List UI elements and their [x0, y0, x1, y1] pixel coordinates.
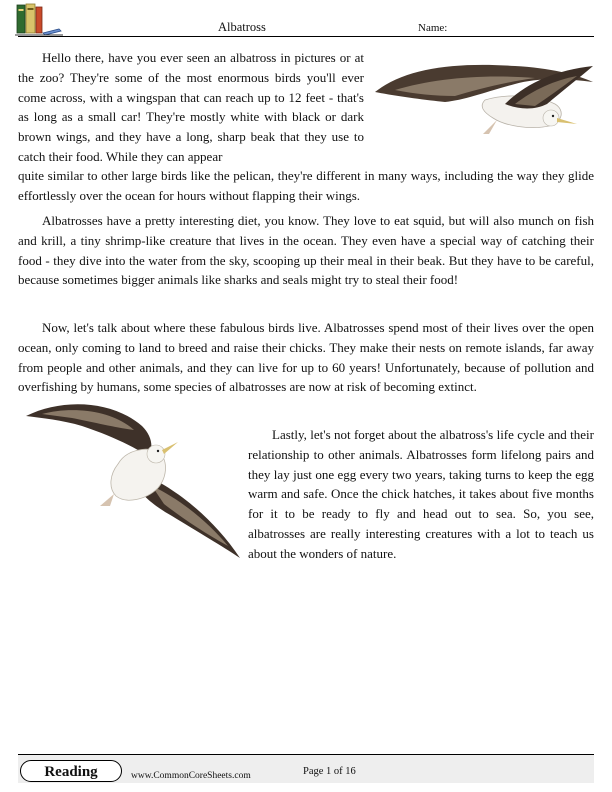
page-number: Page 1 of 16 [303, 766, 356, 777]
paragraph-1-top: Hello there, have you ever seen an albatross in pictures or at the zoo? They're some of the most enormous birds you'll ever come across, with a wingspan that can reach up to 12 feet - that's as long as a small car! They're mostly white with black or dark brown wings, and they have a long, sharp beak that they use to catch their food. While they can appear [18, 50, 364, 164]
books-logo-icon [15, 3, 63, 37]
paragraph-2: Albatrosses have a pretty interesting diet, you know. They love to eat squid, but will also munch on fish and krill, a tiny shrimp-like creature that lives in the ocean. They even have a special way of catching their food - they dive into the water from the sky, scooping up their meal in their beak. But they have to be careful, because sometimes bigger animals like sharks and seals might try to steal their food! [18, 213, 594, 288]
subject-badge: Reading [20, 760, 122, 782]
site-url[interactable]: www.CommonCoreSheets.com [131, 771, 251, 781]
header-divider [18, 36, 594, 37]
albatross-image-bottom [22, 396, 244, 562]
paragraph-3: Now, let's talk about where these fabulous birds live. Albatrosses spend most of their lives over the open ocean, only coming to land to breed and raise their chicks. They make their nests on remote islands, far away from people and other animals, and they can live for up to 60 years! Unfortunately, because of pollution and overfishing by humans, some species of albatrosses are now at risk of becoming extinct. [18, 320, 594, 395]
albatross-image-top [365, 48, 599, 148]
name-label: Name: [418, 22, 448, 34]
page-title: Albatross [218, 20, 266, 34]
paragraph-4: Lastly, let's not forget about the albatross's life cycle and their relationship to other animals. Albatrosses form lifelong pairs and they lay just one egg every two years, taking turns to keep the egg warm and safe. Once the chick hatches, it takes about five months for it to be ready to fly and head out to sea. So, you see, albatrosses are really interesting creatures with a lot to teach us about the wonders of nature. [248, 427, 594, 561]
paragraph-1-bottom: quite similar to other large birds like the pelican, they're different in many ways, including the way they glide effortlessly over the ocean for hours without flapping their wings. [18, 168, 594, 203]
